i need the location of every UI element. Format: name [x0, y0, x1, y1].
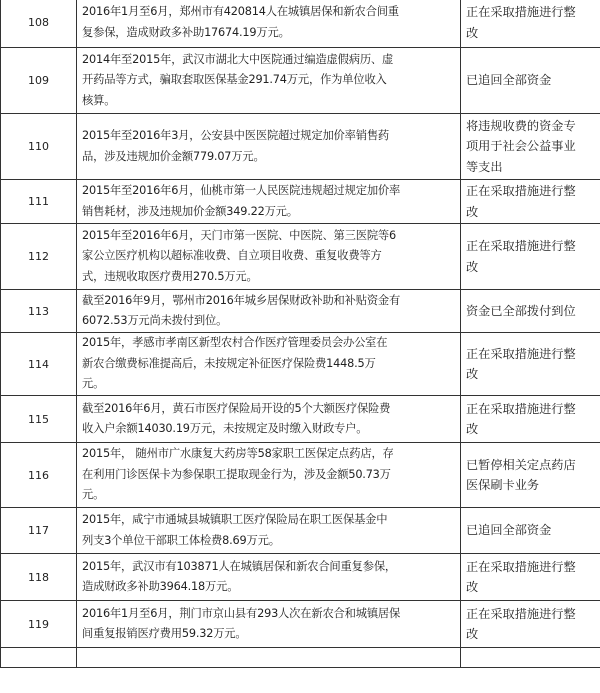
description-line: 式，违规收取医疗费用270.5万元。 — [82, 269, 258, 283]
row-number: 108 — [1, 0, 77, 48]
table-row — [1, 114, 600, 180]
rectification-status — [461, 114, 600, 180]
rectification-status — [461, 396, 600, 443]
status-line: 改 — [466, 259, 479, 274]
description-line: 开药品等方式，骗取套取医保基金291.74万元，作为单位收入 — [82, 73, 387, 87]
issue-description — [77, 601, 461, 648]
issue-description — [77, 0, 461, 48]
empty-cell — [461, 648, 600, 668]
row-number: 111 — [1, 180, 77, 224]
status-line: 正在采取措施进行整 — [466, 401, 576, 416]
description-line: 2015年至2016年3月，公安县中医医院超过规定加价率销售药 — [82, 129, 390, 142]
status-line: 改 — [466, 367, 479, 381]
table-row — [1, 508, 600, 554]
row-number: 109 — [1, 48, 77, 114]
row-number: 112 — [1, 224, 77, 290]
status-line: 改 — [466, 580, 479, 594]
description-line: 复参保，造成财政多补助17674.19万元。 — [82, 25, 290, 39]
status-line: 等支出 — [466, 159, 503, 174]
table-row — [1, 443, 600, 508]
status-line: 医保刷卡业务 — [466, 478, 540, 492]
table-row — [1, 554, 600, 601]
description-line: 在利用门诊医保卡为参保职工提取现金行为，涉及金额50.73万 — [82, 467, 391, 481]
row-number: 113 — [1, 290, 77, 333]
issue-description — [77, 508, 461, 554]
status-line: 已追回全部资金 — [466, 523, 552, 538]
status-line: 改 — [466, 627, 479, 641]
description-line: 2015年，武汉市有103871人在城镇居保和新农合间重复参保， — [82, 559, 397, 573]
description-line: 造成财政多补助3964.18万元。 — [82, 580, 239, 593]
status-line: 资金已全部拨付到位 — [466, 303, 576, 318]
description-line: 6072.53万元尚未拨付到位。 — [82, 314, 228, 327]
description-line: 列支3个单位干部职工体检费8.69万元。 — [82, 533, 280, 547]
empty-cell — [77, 648, 461, 668]
issue-description — [77, 48, 461, 114]
description-line: 2015年，咸宁市通城县城镇职工医疗保险局在职工医保基金中 — [82, 513, 388, 526]
row-number: 110 — [1, 114, 77, 180]
status-line: 项用于社会公益事业 — [466, 139, 576, 154]
issue-description — [77, 290, 461, 333]
issue-description — [77, 396, 461, 443]
status-line: 正在采取措施进行整 — [466, 5, 576, 19]
row-number: 118 — [1, 554, 77, 601]
description-line: 截至2016年9月，鄂州市2016年城乡居保财政补助和补贴资金有 — [82, 293, 401, 307]
issue-description — [77, 333, 461, 396]
issue-description — [77, 554, 461, 601]
rectification-status — [461, 554, 600, 601]
rectification-status — [461, 333, 600, 396]
rectification-status — [461, 601, 600, 648]
table-row — [1, 290, 600, 333]
row-number: 119 — [1, 601, 77, 648]
row-number: 115 — [1, 396, 77, 443]
issue-description — [77, 114, 461, 180]
description-line: 2015年至2016年6月，天门市第一医院、中医院、第三医院等6 — [82, 228, 397, 242]
description-line: 2014年至2015年，武汉市湖北大中医院通过编造虚假病历、虚 — [82, 52, 394, 66]
table-row — [1, 333, 600, 396]
rectification-status — [461, 508, 600, 554]
table-row — [1, 601, 600, 648]
status-line: 改 — [466, 25, 479, 40]
status-line: 将违规收费的资金专 — [466, 118, 576, 133]
status-line: 改 — [466, 422, 479, 436]
rectification-status — [461, 180, 600, 224]
description-line: 2016年1月至6月，郑州市有420814人在城镇居保和新农合间重 — [82, 5, 399, 18]
table-row — [1, 180, 600, 224]
status-line: 已追回全部资金 — [466, 73, 552, 88]
row-number: 116 — [1, 443, 77, 508]
rectification-status — [461, 443, 600, 508]
rectification-status — [461, 0, 600, 48]
table-row — [1, 396, 600, 443]
issue-description — [77, 180, 461, 224]
status-line: 正在采取措施进行整 — [466, 346, 576, 361]
issue-description — [77, 443, 461, 508]
table-row — [1, 48, 600, 114]
description-line: 新农合缴费标准提高后，未按规定补征医疗保险费1448.5万 — [82, 356, 376, 370]
status-line: 正在采取措施进行整 — [466, 239, 576, 253]
rectification-status — [461, 48, 600, 114]
description-line: 品，涉及违规加价金额779.07万元。 — [82, 149, 265, 163]
status-line: 正在采取措施进行整 — [466, 184, 576, 198]
description-line: 截至2016年6月，黄石市医疗保险局开设的5个大额医疗保险费 — [82, 401, 391, 415]
status-line: 正在采取措施进行整 — [466, 559, 576, 574]
description-line: 2015年， 随州市广水康复大药房等58家职工医保定点药店，存 — [82, 447, 394, 461]
row-number: 114 — [1, 333, 77, 396]
rectification-status — [461, 224, 600, 290]
description-line: 收入户余额14030.19万元，未按规定及时缴入财政专户。 — [82, 422, 368, 435]
table-row — [1, 224, 600, 290]
description-line: 2015年，孝感市孝南区新型农村合作医疗管理委员会办公室在 — [82, 336, 388, 350]
rectification-status — [461, 290, 600, 333]
status-line: 改 — [466, 204, 479, 219]
description-line: 销售耗材，涉及违规加价金额349.22万元。 — [82, 204, 298, 218]
description-line: 2015年至2016年6月，仙桃市第一人民医院违规超过规定加价率 — [82, 184, 401, 197]
row-number: 117 — [1, 508, 77, 554]
table-row — [1, 648, 600, 668]
status-line: 已暂停相关定点药店 — [466, 457, 576, 472]
description-line: 间重复报销医疗费用59.32万元。 — [82, 627, 247, 640]
issue-description — [77, 224, 461, 290]
description-line: 元。 — [82, 377, 105, 391]
description-line: 元。 — [82, 488, 105, 502]
description-line: 家公立医疗机构以超标准收费、自立项目收费、重复收费等方 — [82, 249, 382, 263]
empty-cell — [1, 648, 77, 668]
description-line: 核算。 — [82, 93, 116, 107]
table-row — [1, 0, 600, 48]
description-line: 2016年1月至6月，荆门市京山县有293人次在新农合和城镇居保 — [82, 606, 401, 620]
status-line: 正在采取措施进行整 — [466, 606, 576, 621]
